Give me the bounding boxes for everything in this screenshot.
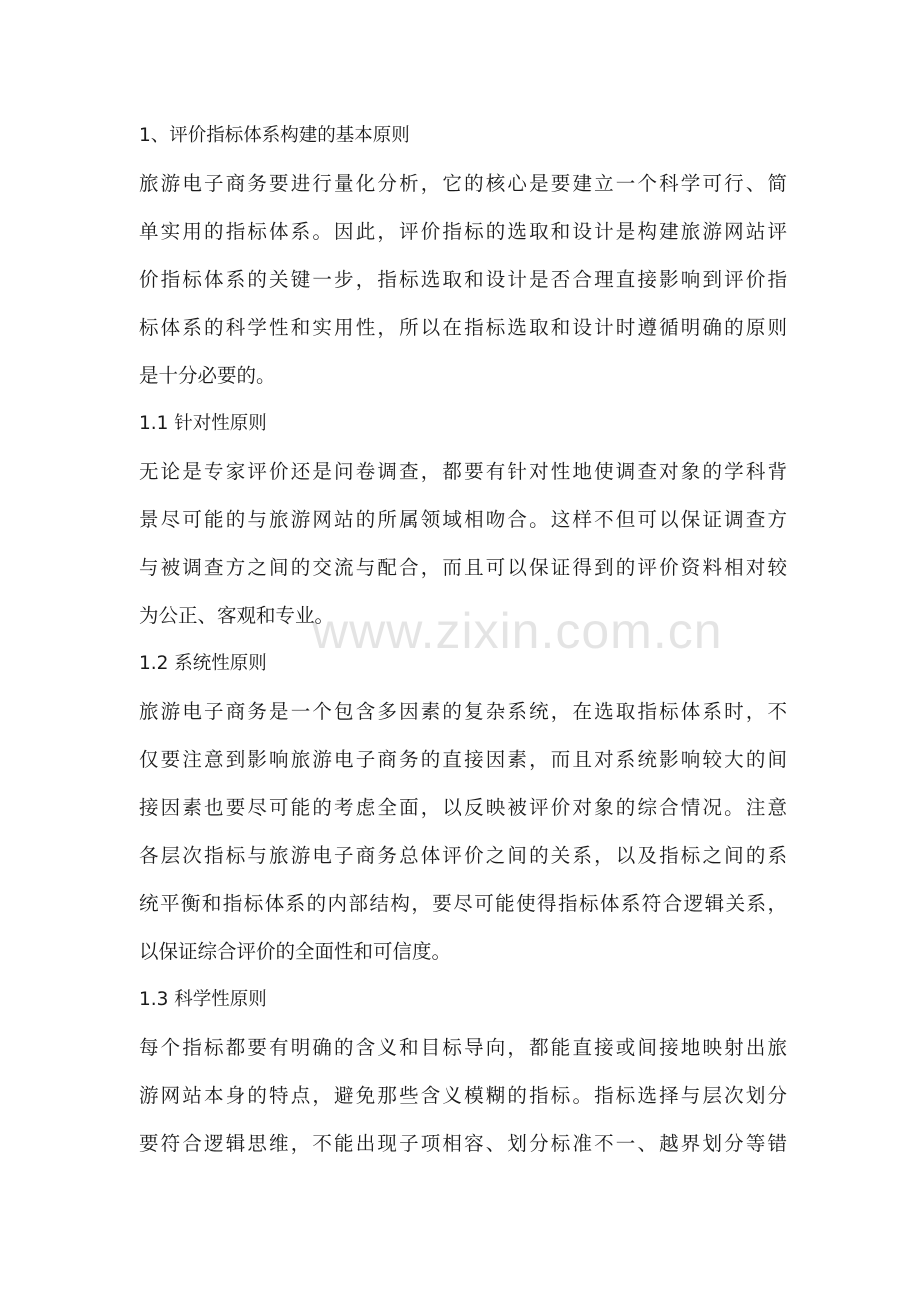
paragraph-line: 无论是专家评价还是问卷调查，都要有针对性地使调查对象的学科背 bbox=[139, 460, 787, 483]
paragraph-line: 标体系的科学性和实用性，所以在指标选取和设计时遵循明确的原则 bbox=[139, 316, 787, 339]
paragraph-line: 以保证综合评价的全面性和可信度。 bbox=[139, 940, 452, 963]
paragraph-line: 要符合逻辑思维，不能出现子项相容、划分标准不一、越界划分等错 bbox=[139, 1132, 787, 1155]
paragraph-line: 为公正、客观和专业。 bbox=[139, 604, 335, 627]
paragraph-line: 景尽可能的与旅游网站的所属领域相吻合。这样不但可以保证调查方 bbox=[139, 508, 787, 531]
paragraph-line: 与被调查方之间的交流与配合，而且可以保证得到的评价资料相对较 bbox=[139, 556, 787, 579]
paragraph-line: 每个指标都要有明确的含义和目标导向，都能直接或间接地映射出旅 bbox=[139, 1036, 787, 1059]
subsection-heading: 1.1 针对性原则 bbox=[139, 413, 267, 434]
paragraph-line: 接因素也要尽可能的考虑全面，以反映被评价对象的综合情况。注意 bbox=[139, 796, 787, 819]
paragraph-line: 旅游电子商务是一个包含多因素的复杂系统，在选取指标体系时，不 bbox=[139, 700, 787, 723]
document-body bbox=[139, 112, 787, 1168]
paragraph-line: 是十分必要的。 bbox=[139, 364, 276, 387]
section-heading: 1、评价指标体系构建的基本原则 bbox=[139, 125, 410, 146]
paragraph-line: 各层次指标与旅游电子商务总体评价之间的关系，以及指标之间的系 bbox=[139, 844, 787, 867]
subsection-heading: 1.3 科学性原则 bbox=[139, 989, 267, 1010]
paragraph-line: 单实用的指标体系。因此，评价指标的选取和设计是构建旅游网站评 bbox=[139, 220, 787, 243]
subsection-heading: 1.2 系统性原则 bbox=[139, 653, 267, 674]
paragraph-line: 价指标体系的关键一步，指标选取和设计是否合理直接影响到评价指 bbox=[139, 268, 787, 291]
watermark: www.zixin.com.cn bbox=[312, 603, 723, 659]
paragraph-line: 旅游电子商务要进行量化分析，它的核心是要建立一个科学可行、简 bbox=[139, 172, 787, 195]
paragraph-line: 游网站本身的特点，避免那些含义模糊的指标。指标选择与层次划分 bbox=[139, 1084, 787, 1107]
paragraph-line: 仅要注意到影响旅游电子商务的直接因素，而且对系统影响较大的间 bbox=[139, 748, 787, 771]
paragraph-line: 统平衡和指标体系的内部结构，要尽可能使得指标体系符合逻辑关系， bbox=[139, 892, 787, 915]
